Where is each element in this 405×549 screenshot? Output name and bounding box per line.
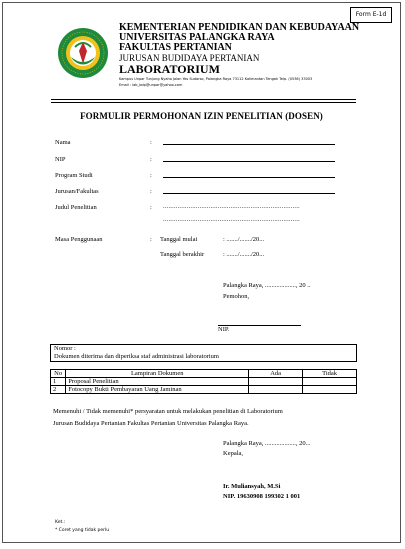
university-name: UNIVERSITAS PALANGKA RAYA [119,32,275,43]
applicant-role: Pemohon, [223,293,250,300]
row-no: 1 [51,378,66,386]
head-role: Kepala, [223,450,244,457]
university-logo-icon [57,27,109,79]
checkbox-ada[interactable] [249,386,303,394]
footnote-ket: Ket.: [55,520,66,525]
department-name: JURUSAN BUDIDAYA PERTANIAN [119,53,260,63]
header-rule-thin [51,102,356,103]
address-line: Kampus Unpar Tunjung Nyaho Jalan Yos Sudarso, Palangka Raya 73112 Kalimantan Tengah Telp. (0536) 33003 [119,77,313,81]
header-rule-thick [51,99,356,100]
form-page [2,2,401,543]
head-name: Ir. Muliansyah, M.Si [223,483,281,490]
table-row [51,378,357,386]
form-code-box: Form E-1d [350,7,392,23]
field-label-program-studi: Program Studi [55,172,93,179]
nomor-label: Nomor : [54,345,76,352]
header-ada: Ada [249,370,303,378]
field-line-program-studi[interactable] [163,177,335,178]
applicant-nip: NIP. [218,326,230,333]
applicant-signature-line [218,325,301,326]
field-label-nama: Nama [55,139,71,146]
head-nip: NIP. 19630908 199302 1 001 [223,493,301,500]
table-header-row [51,370,357,378]
field-colon: : [150,204,152,211]
attachment-table [50,369,357,394]
nomor-box [50,344,357,362]
head-place-date: Palangka Raya, ..................., 20... [223,440,311,447]
header-document: Lampiran Dokumen [66,370,249,378]
checkbox-ada[interactable] [249,378,303,386]
usage-colon: : [150,236,152,243]
start-date-value[interactable]: : ......./......./20... [223,236,265,243]
lab-name: LABORATORIUM [119,62,220,76]
row-no: 2 [51,386,66,394]
field-label-jurusan: Jurusan/Fakultas [55,188,99,195]
field-dots-judul-1[interactable]: ........................................................................... [163,203,300,210]
faculty-name: FAKULTAS PERTANIAN [119,42,232,53]
letterhead [119,23,359,88]
header-no: No [51,370,66,378]
end-date-label: Tanggal berakhir [160,251,205,258]
field-label-nip: NIP [55,156,66,163]
row-document: Fotocopy Bukti Pembayaran Uang Jaminan [66,386,249,394]
checkbox-tidak[interactable] [303,386,357,394]
start-date-label: Tanggal mulai [160,236,198,243]
field-colon: : [150,156,152,163]
form-title: FORMULIR PERMOHONAN IZIN PENELITIAN (DOSEN) [80,111,323,121]
field-line-nip[interactable] [163,161,335,162]
field-label-judul: Judul Penelitian [55,204,97,211]
row-document: Proposal Penelitian [66,378,249,386]
usage-label: Masa Penggunaan [55,236,103,243]
table-row [51,386,357,394]
field-colon: : [150,139,152,146]
applicant-place-date: Palangka Raya, ..................., 20 .. [223,282,311,289]
header-tidak: Tidak [303,370,357,378]
end-date-value[interactable]: : ......./......./20... [223,251,265,258]
statement-line-2: Jurusan Budidaya Pertanian Fakultas Pertanian Universitas Palangka Raya. [53,420,249,427]
ministry-name: KEMENTERIAN PENDIDIKAN DAN KEBUDAYAAN [119,22,360,33]
email-line: Email : lab_bdp@unpar@yahoo.com [119,83,183,87]
nomor-note: Dokumen diterima dan diperiksa staf administrasi laboratorium [54,353,219,360]
footnote-note: * Coret yang tidak perlu [55,528,110,533]
field-colon: : [150,188,152,195]
field-colon: : [150,172,152,179]
field-dots-judul-2[interactable]: ........................................................................... [163,216,300,223]
field-line-jurusan[interactable] [163,193,335,194]
field-line-nama[interactable] [163,144,335,145]
checkbox-tidak[interactable] [303,378,357,386]
statement-line-1: Memenuhi / Tidak memenuhi* persyaratan untuk melakukan penelitian di Laboratorium [53,408,283,415]
